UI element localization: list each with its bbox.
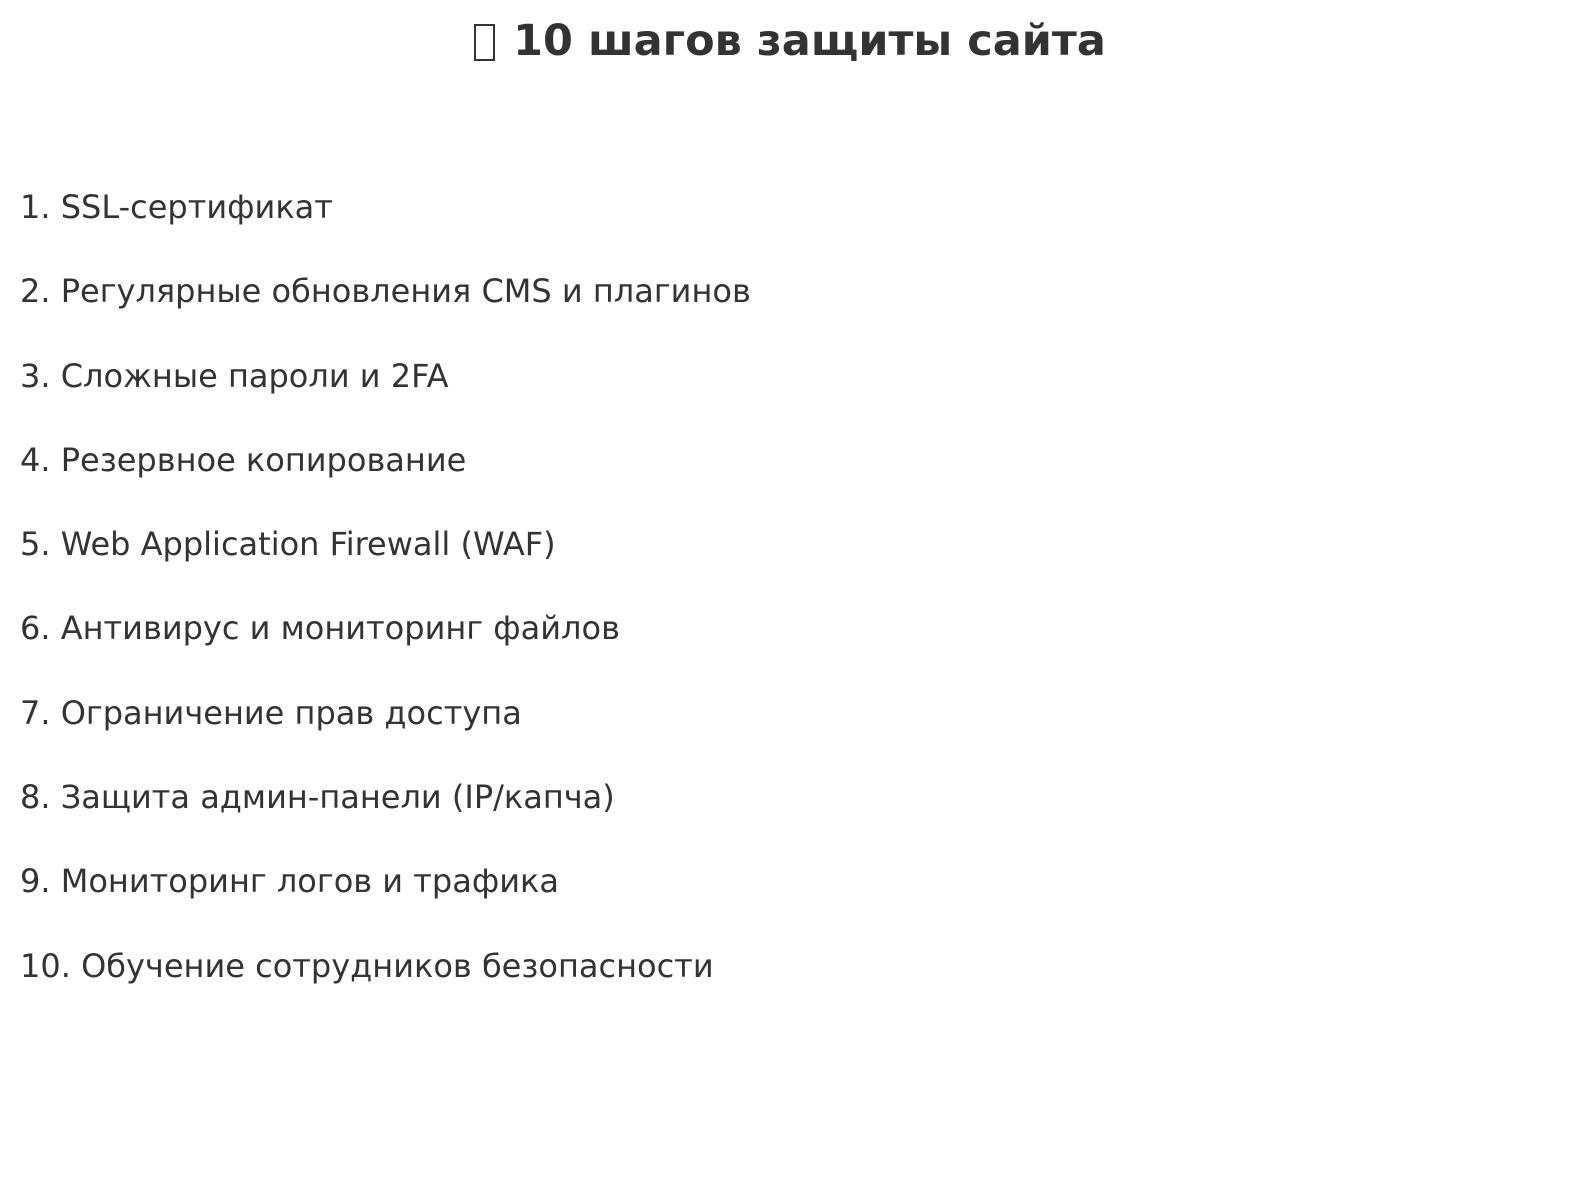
step-item: 9. Мониторинг логов и трафика xyxy=(20,862,559,901)
security-steps-list xyxy=(20,186,751,1029)
step-item: 3. Сложные пароли и 2FA xyxy=(20,356,449,395)
page-title-text: 10 шагов защиты сайта xyxy=(513,16,1106,66)
page-title xyxy=(0,14,1580,68)
step-item: 6. Антивирус и мониторинг файлов xyxy=(20,609,620,648)
step-item: 4. Резервное копирование xyxy=(20,440,467,479)
missing-glyph-icon xyxy=(474,24,495,61)
step-item: 2. Регулярные обновления CMS и плагинов xyxy=(20,272,751,311)
step-item: 7. Ограничение прав доступа xyxy=(20,693,522,732)
step-item: 5. Web Application Firewall (WAF) xyxy=(20,525,556,564)
step-item: 10. Обучение сотрудников безопасности xyxy=(20,946,714,985)
step-item: 1. SSL-сертификат xyxy=(20,188,333,226)
step-item: 8. Защита админ-панели (IP/капча) xyxy=(20,778,615,817)
